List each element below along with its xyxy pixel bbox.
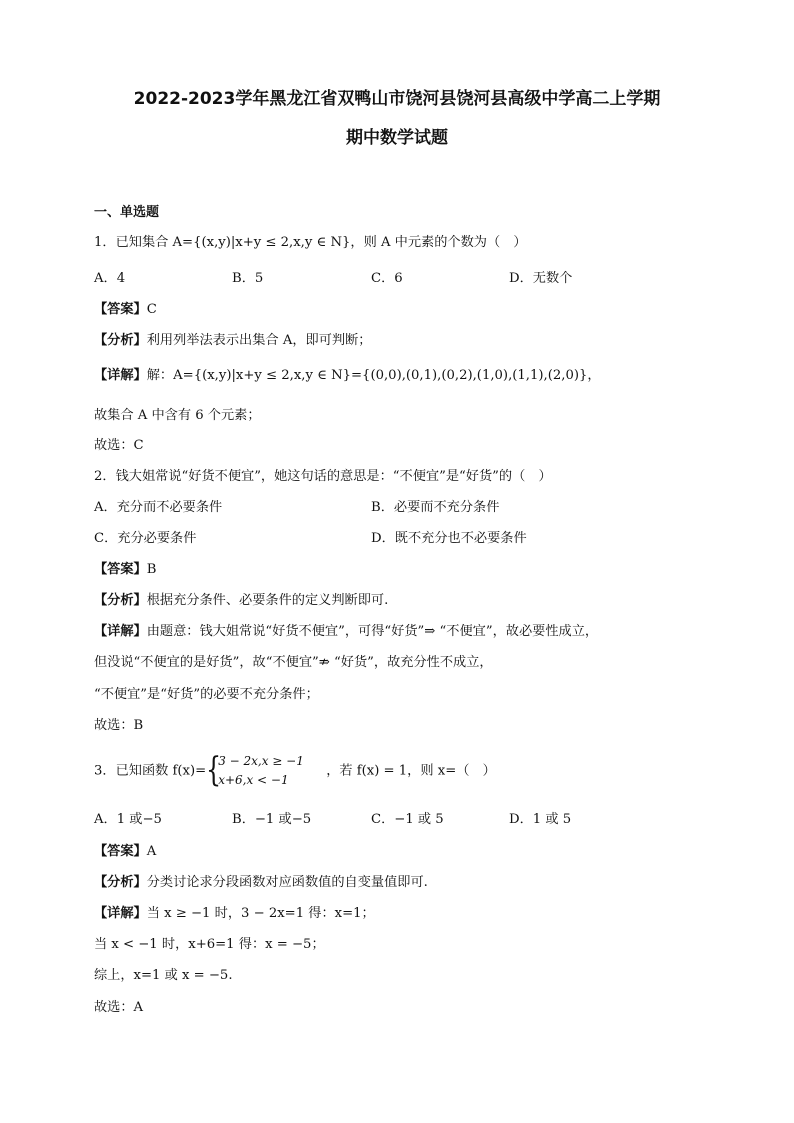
q3-answer: A <box>146 844 157 859</box>
q3-option-c: C．−1 或 5 <box>371 812 444 827</box>
q2-detail-line-2: 但没说“不便宜的是好货”，故“不便宜”⇏ “好货”，故充分性不成立， <box>94 655 493 670</box>
q3-option-a: A．1 或−5 <box>94 812 162 827</box>
q2-choose: 故选：B <box>94 718 144 733</box>
q2-detail-line-3: “不便宜”是“好货”的必要不充分条件； <box>94 687 319 702</box>
q1-option-c: C．6 <box>371 271 403 286</box>
q2-stem: 2．钱大姐常说“好货不便宜”，她这句话的意思是：“不便宜”是“好货”的（ ） <box>94 469 552 484</box>
document-title-line-1: 2022-2023学年黑龙江省双鸭山市饶河县饶河县高级中学高二上学期 <box>133 89 661 109</box>
answer-label: 【答案】 <box>94 302 147 317</box>
q3-option-d: D．1 或 5 <box>509 812 572 827</box>
analysis-label: 【分析】 <box>94 875 147 890</box>
detail-label: 【详解】 <box>94 368 147 383</box>
detail-label: 【详解】 <box>94 624 147 639</box>
q2-answer-row <box>94 561 156 579</box>
q2-option-c: C．充分必要条件 <box>94 531 197 546</box>
q1-option-a: A．4 <box>94 271 126 286</box>
q3-option-b: B．−1 或−5 <box>232 812 312 827</box>
q1-analysis-row <box>94 332 371 350</box>
q2-option-d: D．既不充分也不必要条件 <box>371 531 527 546</box>
piecewise-case-2: x+6,x < −1 <box>218 773 289 787</box>
q2-detail: 由题意：钱大姐常说“好货不便宜”，可得“好货”⇒ “不便宜”，故必要性成立， <box>146 624 599 639</box>
q1-answer: C <box>146 302 157 317</box>
piecewise-function <box>206 752 326 790</box>
q1-option-d: D．无数个 <box>509 271 573 286</box>
q1-detail-row <box>94 367 601 385</box>
q1-answer-row <box>94 301 157 319</box>
q1-detail: 解：A={(x,y)|x+y ≤ 2,x,y ∈ N}={(0,0),(0,1),(0,2),(1,0),(1,1),(2,0)}， <box>146 368 601 383</box>
q3-choose: 故选：A <box>94 1000 144 1015</box>
q3-stem-prefix: 3．已知函数 f(x)= <box>94 763 207 779</box>
answer-label: 【答案】 <box>94 844 147 859</box>
q2-option-a: A．充分而不必要条件 <box>94 500 223 515</box>
q2-analysis: 根据充分条件、必要条件的定义判断即可. <box>146 593 389 608</box>
section-heading: 一、单选题 <box>94 205 160 220</box>
q2-answer: B <box>146 562 157 577</box>
q3-detail-line-3: 综上，x=1 或 x = −5. <box>94 968 233 983</box>
analysis-label: 【分析】 <box>94 333 147 348</box>
q1-stem: 1．已知集合 A={(x,y)|x+y ≤ 2,x,y ∈ N}，则 A 中元素的个数为（ ） <box>94 235 527 250</box>
left-brace: { <box>206 750 222 790</box>
q3-stem-suffix: ，若 f(x) = 1，则 x=（ ） <box>326 763 496 779</box>
q3-detail-line-2: 当 x < −1 时，x+6=1 得：x = −5； <box>94 937 325 952</box>
q2-detail-row <box>94 623 598 641</box>
q3-analysis-row <box>94 874 428 892</box>
analysis-label: 【分析】 <box>94 593 147 608</box>
document-title-line-2: 期中数学试题 <box>346 128 448 148</box>
q3-analysis: 分类讨论求分段函数对应函数值的自变量值即可. <box>146 875 428 890</box>
q1-choose: 故选：C <box>94 438 144 453</box>
piecewise-case-1: 3 − 2x,x ≥ −1 <box>218 754 304 768</box>
q1-detail-line-2: 故集合 A 中含有 6 个元素； <box>94 408 261 423</box>
q2-analysis-row <box>94 592 388 610</box>
detail-label: 【详解】 <box>94 906 147 921</box>
q2-option-b: B．必要而不充分条件 <box>371 500 500 515</box>
answer-label: 【答案】 <box>94 562 147 577</box>
q1-analysis: 利用列举法表示出集合 A，即可判断； <box>146 333 372 348</box>
q3-answer-row <box>94 843 156 861</box>
q3-detail-row <box>94 905 375 923</box>
q3-stem <box>94 752 496 790</box>
q3-detail: 当 x ≥ −1 时，3 − 2x=1 得：x=1； <box>146 906 375 921</box>
q1-option-b: B．5 <box>232 271 264 286</box>
